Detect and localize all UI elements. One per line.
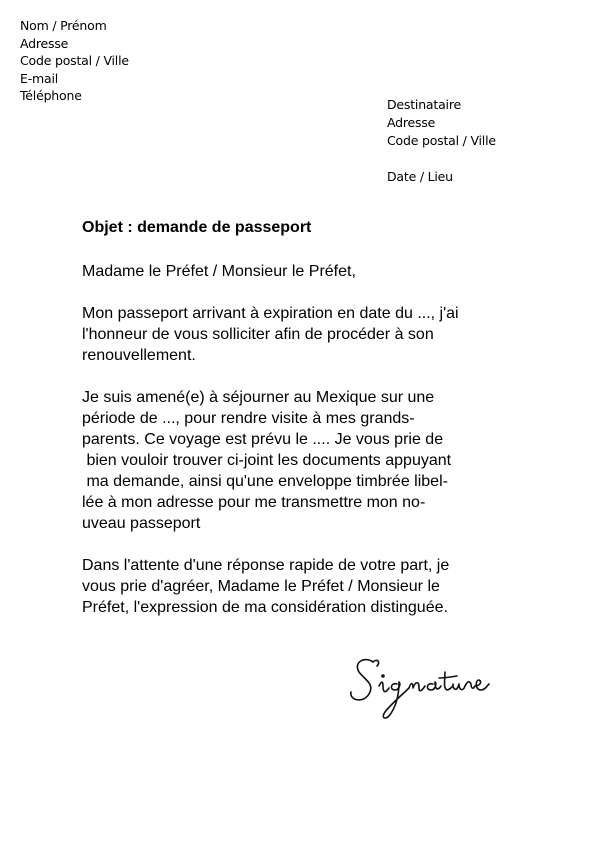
paragraph-line: renouvellement. xyxy=(82,347,196,364)
sender-phone: Téléphone xyxy=(20,88,82,104)
recipient-address: Adresse xyxy=(387,115,436,130)
recipient-label: Destinataire xyxy=(387,97,461,112)
paragraph-line: Mon passeport arrivant à expiration en date du ..., j'ai xyxy=(82,305,459,322)
signature-drawing xyxy=(345,648,495,728)
sender-postal-city: Code postal / Ville xyxy=(20,53,129,69)
paragraph-line: ma demande, ainsi qu'une enveloppe timbrée libel- xyxy=(82,473,448,490)
handwritten-signature xyxy=(345,648,495,728)
paragraph-2 xyxy=(82,387,522,534)
paragraph-line: parents. Ce voyage est prévu le .... Je vous prie de xyxy=(82,431,444,448)
sender-name: Nom / Prénom xyxy=(20,18,107,33)
sender-block xyxy=(20,17,129,105)
subject-line: Objet : demande de passeport xyxy=(82,219,312,236)
paragraph-line: uveau passeport xyxy=(82,515,201,532)
date-place: Date / Lieu xyxy=(387,169,453,184)
recipient-postal-city: Code postal / Ville xyxy=(387,133,496,148)
salutation-text: Madame le Préfet / Monsieur le Préfet, xyxy=(82,263,356,280)
paragraph-line: l'honneur de vous solliciter afin de procéder à son xyxy=(82,326,434,343)
paragraph-3 xyxy=(82,555,522,618)
paragraph-line: Préfet, l'expression de ma considération distinguée. xyxy=(82,599,448,616)
paragraph-line: bien vouloir trouver ci-joint les documents appuyant xyxy=(82,452,452,469)
recipient-block xyxy=(387,96,496,186)
sender-address: Adresse xyxy=(20,35,69,51)
paragraph-line: période de ..., pour rendre visite à mes grands- xyxy=(82,410,415,427)
paragraph-line: Dans l'attente d'une réponse rapide de votre part, je xyxy=(82,557,450,574)
paragraph-line: Je suis amené(e) à séjourner au Mexique sur une xyxy=(82,389,435,406)
sender-email: E-mail xyxy=(20,70,58,86)
salutation xyxy=(82,261,522,282)
letter-body xyxy=(82,261,522,639)
paragraph-line: vous prie d'agréer, Madame le Préfet / Monsieur le xyxy=(82,578,440,595)
paragraph-line: lée à mon adresse pour me transmettre mon no- xyxy=(82,494,426,511)
paragraph-1 xyxy=(82,303,522,366)
